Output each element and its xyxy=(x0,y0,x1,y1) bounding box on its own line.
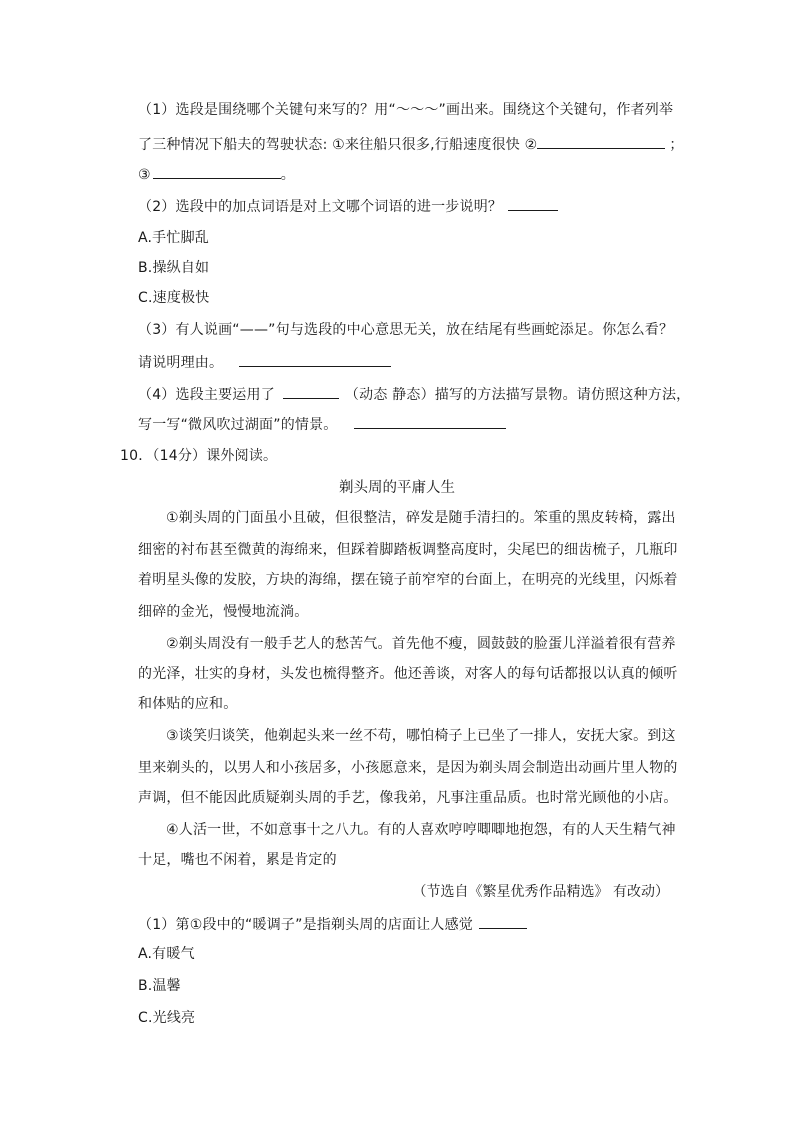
q10-sub1-question xyxy=(138,914,527,935)
q9-sub1-line3-num: ③ xyxy=(138,167,151,183)
paragraph-3-line-1: ③谈笑归谈笑，他剃起头来一丝不苟，哪怕椅子上已坐了一排人，安抚大家。到这 xyxy=(166,728,676,744)
q9-sub3-line1: （3）有人说画“——”句与选段的中心意思无关，放在结尾有些画蛇添足。你怎么看？ xyxy=(138,322,674,338)
paragraph-3-line-2: 里来剃头的，以男人和小孩居多，小孩愿意来，是因为剃头周会制造出动画片里人物的 xyxy=(138,760,678,776)
source-note: （节选自《繁星优秀作品精选》 有改动） xyxy=(412,884,669,900)
q9-sub4-line2-text: 写一写“微风吹过湖面”的情景。 xyxy=(138,417,338,433)
paragraph-3-line-3: 声调，但不能因此质疑剃头周的手艺，像我弟，凡事注重品质。也时常光顾他的小店。 xyxy=(138,790,678,806)
q9-sub4-line1-text-b: （动态 静态）描写的方法描写景物。请仿照这种方法， xyxy=(344,387,691,403)
paragraph-1-line-1: ①剃头周的门面虽小且破，但很整洁，碎发是随手清扫的。笨重的黑皮转椅，露出 xyxy=(166,510,676,526)
q9-sub2-option-a: A.手忙脚乱 xyxy=(138,230,209,246)
paragraph-1-line-2: 细密的衬布甚至微黄的海绵来，但踩着脚踏板调整高度时，尖尾巴的细齿梳子，几瓶印 xyxy=(138,542,678,558)
q9-sub3-line2-text: 请说明理由。 xyxy=(138,355,224,371)
answer-blank-2[interactable] xyxy=(537,134,665,149)
answer-blank-q9-4b[interactable] xyxy=(354,414,506,429)
q10-sub1-option-a: A.有暖气 xyxy=(138,946,195,962)
q9-sub2-option-b: B.操纵自如 xyxy=(138,260,210,276)
q9-sub1-line3 xyxy=(138,164,295,185)
q10-sub1-option-b: B.温馨 xyxy=(138,978,181,994)
q9-sub4-line1-text-a: （4）选段主要运用了 xyxy=(138,387,275,403)
paragraph-2-line-1: ②剃头周没有一般手艺人的愁苦气。首先他不瘦，圆鼓鼓的脸蛋儿洋溢着很有营养 xyxy=(166,636,676,652)
q9-sub1-line3-end: 。 xyxy=(280,167,295,183)
q9-sub2-option-c: C.速度极快 xyxy=(138,290,210,306)
q9-sub2-question xyxy=(138,196,558,217)
q9-sub1-line2-text: 了三种情况下船夫的驾驶状态: ①来往船只很多,行船速度很快 ② xyxy=(138,137,538,153)
paragraph-4-line-2: 十足，嘴也不闲着，累是肯定的 xyxy=(138,852,337,868)
passage-title: 剃头周的平庸人生 xyxy=(339,480,455,496)
answer-blank-q9-3[interactable] xyxy=(239,352,391,367)
paragraph-1-line-4: 细碎的金光，慢慢地流淌。 xyxy=(138,604,309,620)
q9-sub3-line2 xyxy=(138,352,391,373)
answer-blank-q9-2[interactable] xyxy=(508,196,558,211)
q9-sub2-text: （2）选段中的加点词语是对上文哪个词语的进一步说明？ xyxy=(138,199,503,215)
paragraph-2-line-3: 和体贴的应和。 xyxy=(138,696,238,712)
paragraph-2-line-2: 的光泽，壮实的身材，头发也梳得整齐。他还善谈，对客人的每句话都报以认真的倾听 xyxy=(138,666,678,682)
q9-sub4-line2 xyxy=(138,414,506,435)
paragraph-1-line-3: 着明星头像的发胶，方块的海绵，摆在镜子前窄窄的台面上，在明亮的光线里，闪烁着 xyxy=(138,572,678,588)
paragraph-4-line-1: ④人活一世，不如意事十之八九。有的人喜欢哼哼唧唧地抱怨，有的人天生精气神 xyxy=(166,822,676,838)
q9-sub1-line2-end: ； xyxy=(669,137,684,153)
q10-sub1-text: （1）第①段中的“暖调子”是指剃头周的店面让人感觉 xyxy=(138,917,473,933)
answer-blank-3[interactable] xyxy=(153,164,281,179)
q9-sub1-line1: （1）选段是围绕哪个关键句来写的？用“～～～”画出来。围绕这个关键句，作者列举 xyxy=(138,102,674,118)
q9-sub1-line2 xyxy=(138,134,684,155)
q10-sub1-option-c: C.光线亮 xyxy=(138,1010,196,1026)
q10-header: 10．（14分）课外阅读。 xyxy=(120,448,278,464)
answer-blank-q10-1[interactable] xyxy=(479,914,527,929)
answer-blank-q9-4a[interactable] xyxy=(283,384,339,399)
q9-sub4-line1 xyxy=(138,384,690,405)
